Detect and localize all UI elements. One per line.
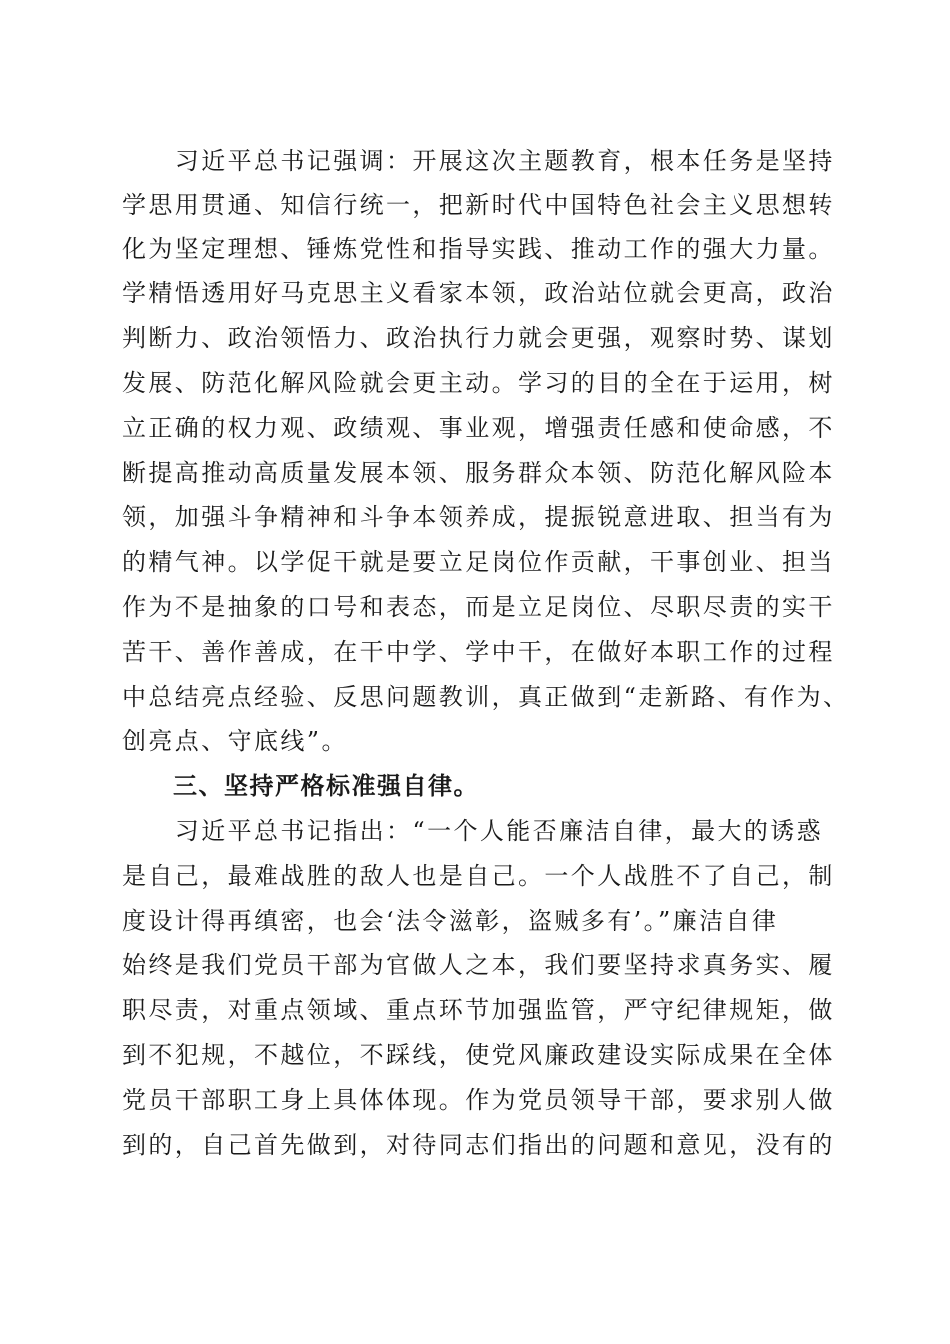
paragraph-line: 领，加强斗争精神和斗争本领养成，提振锐意进取、担当有为 [122, 503, 835, 531]
section-heading: 三、坚持严格标准强自律。 [122, 772, 479, 800]
paragraph-line: 是自己，最难战胜的敌人也是自己。一个人战胜不了自己，制 [122, 862, 835, 890]
paragraph-line: 度设计得再缜密，也会‘法令滋彰，盗贼多有’。”廉洁自律 [122, 907, 779, 935]
paragraph-line: 到的，自己首先做到，对待同志们指出的问题和意见，没有的 [122, 1131, 835, 1159]
paragraph-line: 立正确的权力观、政绩观、事业观，增强责任感和使命感，不 [122, 414, 835, 442]
paragraph-line: 化为坚定理想、锤炼党性和指导实践、推动工作的强大力量。 [122, 235, 835, 263]
paragraph-line: 发展、防范化解风险就会更主动。学习的目的全在于运用，树 [122, 369, 835, 397]
paragraph-line: 苦干、善作善成，在干中学、学中干，在做好本职工作的过程 [122, 638, 835, 666]
paragraph-line: 创亮点、守底线”。 [122, 727, 348, 755]
paragraph-line: 学精悟透用好马克思主义看家本领，政治站位就会更高，政治 [122, 279, 835, 307]
paragraph-line: 习近平总书记强调：开展这次主题教育，根本任务是坚持 [122, 147, 835, 175]
paragraph-line: 习近平总书记指出：“一个人能否廉洁自律，最大的诱惑 [122, 817, 824, 845]
paragraph-line: 到不犯规，不越位，不踩线，使党风廉政建设实际成果在全体 [122, 1041, 835, 1069]
paragraph-line: 断提高推动高质量发展本领、服务群众本领、防范化解风险本 [122, 459, 835, 487]
paragraph-line: 始终是我们党员干部为官做人之本，我们要坚持求真务实、履 [122, 951, 835, 979]
paragraph-line: 的精气神。以学促干就是要立足岗位作贡献，干事创业、担当 [122, 548, 835, 576]
paragraph-line: 学思用贯通、知信行统一，把新时代中国特色社会主义思想转 [122, 191, 835, 219]
paragraph-line: 判断力、政治领悟力、政治执行力就会更强，观察时势、谋划 [122, 324, 835, 352]
paragraph-line: 中总结亮点经验、反思问题教训，真正做到“走新路、有作为、 [122, 683, 850, 711]
paragraph-line: 党员干部职工身上具体体现。作为党员领导干部，要求别人做 [122, 1086, 835, 1114]
paragraph-line: 作为不是抽象的口号和表态，而是立足岗位、尽职尽责的实干 [122, 593, 835, 621]
paragraph-line: 职尽责，对重点领域、重点环节加强监管，严守纪律规矩，做 [122, 996, 835, 1024]
